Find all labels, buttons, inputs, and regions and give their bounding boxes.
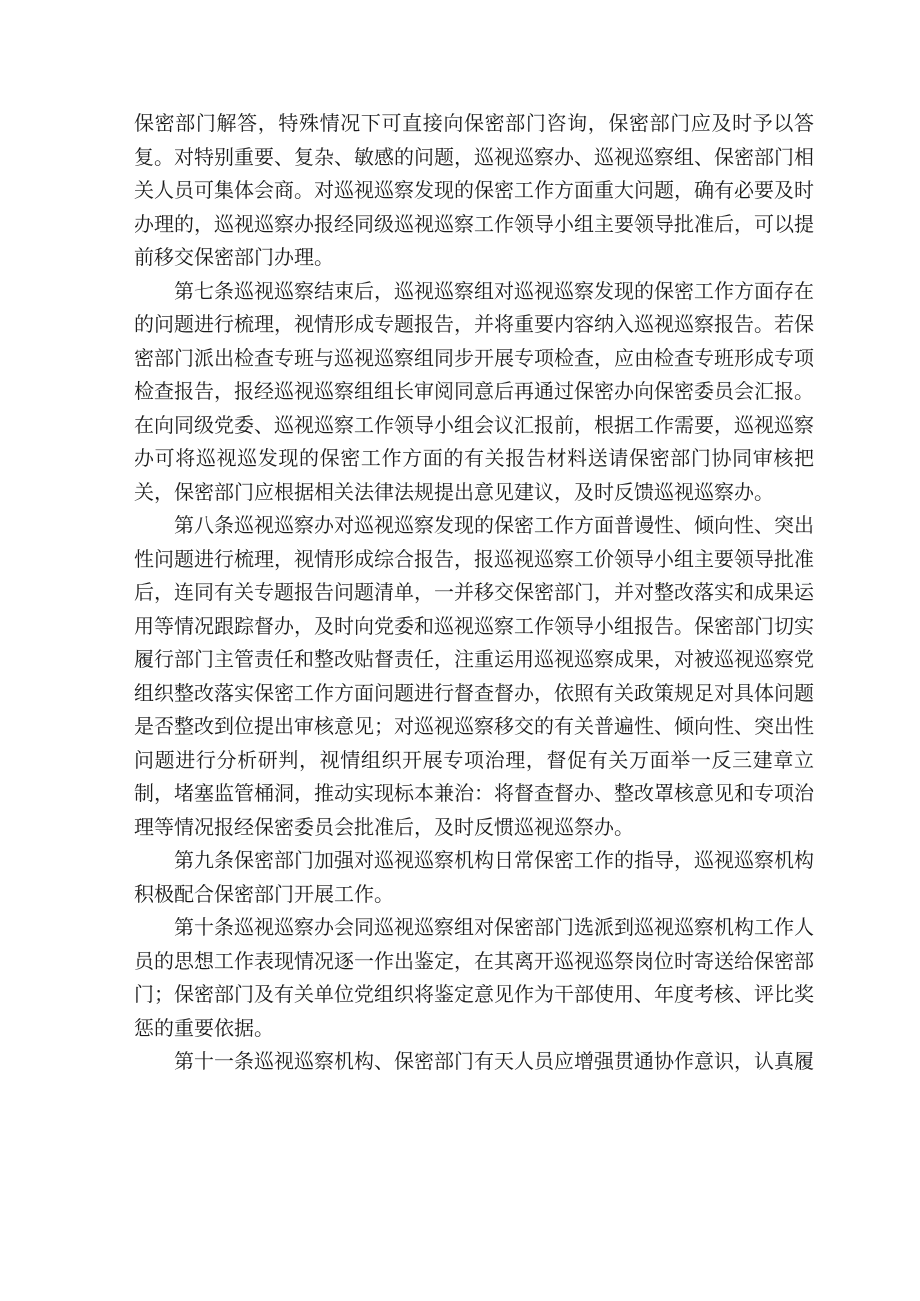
paragraph-article-9: 第九条保密部门加强对巡视巡察机构日常保密工作的指导，巡视巡察机构积极配合保密部门开展工作。 xyxy=(134,848,814,906)
paragraph-1: 保密部门解答，特殊情况下可直接向保密部门咨询，保密部门应及时予以答复。对特别重要、复杂、敏感的问题，巡视巡察办、巡视巡察组、保密部门相关人员可集体会商。对巡视巡察发现的保密工作方面重大问题，确有必要及时办理的，巡视巡察办报经同级巡视巡察工作领导小组主要领导批准后，可以提前移交保密部门办理。 xyxy=(134,111,814,269)
paragraph-article-10: 第十条巡视巡察办会同巡视巡察组对保密部门选派到巡视巡察机构工作人员的思想工作表现情况逐一作出鉴定，在其离开巡视巡祭岗位时寄送给保密部门；保密部门及有关单位党组织将鉴定意见作为干部使用、年度考核、评比奖惩的重要依据。 xyxy=(134,915,814,1040)
paragraph-article-11: 第十一条巡视巡察机构、保密部门有天人员应增强贯通协作意识，认真履 xyxy=(174,1049,814,1073)
document-page xyxy=(134,107,814,1079)
paragraph-article-7: 第七条巡视巡察结束后，巡视巡察组对巡视巡察发现的保密工作方面存在的问题进行梳理，视情形成专题报告，并将重要内容纳入巡视巡察报告。若保密部门派出检查专班与巡视巡察组同步开展专项检查，应由检查专班形成专项检查报告，报经巡视巡察组组长审阅同意后再通过保密办向保密委员会汇报。在向同级党委、巡视巡察工作领导小组会议汇报前，根据工作需要，巡视巡察办可将巡视巡发现的保密工作方面的有关报告材料送请保密部门协同审核把关，保密部门应根据相关法律法规提出意见建议，及时反馈巡视巡察办。 xyxy=(134,278,814,504)
paragraph-article-8: 第八条巡视巡察办对巡视巡察发现的保密工作方面普谩性、倾向性、突出性问题进行梳理，视情形成综合报告，报巡视巡察工价领导小组主要领导批准后，连同有关专题报告问题清单，一并移交保密部门，并对整改落实和成果运用等情况跟踪督办，及时向党委和巡视巡察工作领导小组报告。保密部门切实履行部门主管责任和整改贴督责任，注重运用巡视巡察成果，对被巡视巡察党组织整改落实保密工作方面问题进行督查督办，依照有关政策规足对具体问题是否整改到位提出审核意见；对巡视巡察移交的有关普遍性、倾向性、突出性问题进行分析研判，视情组织开展专项治理，督促有关万面举一反三建章立制，堵塞监管桶洞，推动实现标本兼治：将督查督办、整改罩核意见和专项治理等情况报经保密委员会批准后，及时反惯巡视巡祭办。 xyxy=(134,513,814,839)
